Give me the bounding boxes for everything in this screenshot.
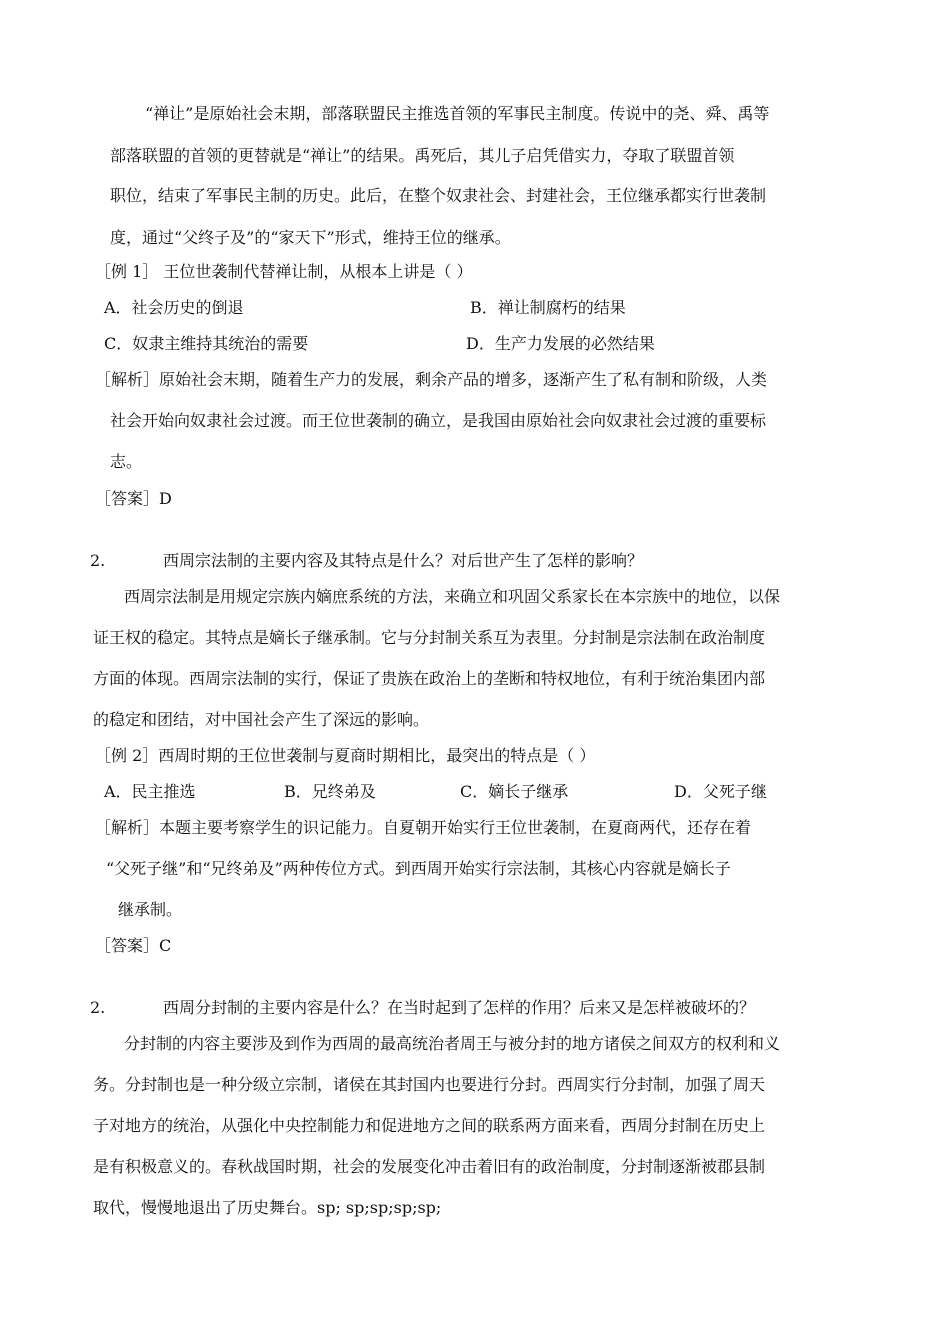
- option-d: D．父死子继: [674, 782, 767, 801]
- question-number: 2.: [90, 998, 106, 1017]
- paragraph-line: 西周宗法制是用规定宗族内嫡庶系统的方法，来确立和巩固父系家长在本宗族中的地位，以保: [124, 587, 781, 606]
- paragraph-line: 职位，结束了军事民主制的历史。此后，在整个奴隶社会、封建社会，王位继承都实行世袭制: [110, 186, 767, 205]
- example-question: ［例 1］ 王位世袭制代替禅让制，从根本上讲是（ ）: [95, 262, 473, 281]
- paragraph-line: 取代，慢慢地退出了历史舞台。sp; sp;sp;sp;sp;: [93, 1198, 442, 1217]
- option-b: B．禅让制腐朽的结果: [470, 298, 626, 317]
- question-heading: 西周宗法制的主要内容及其特点是什么？对后世产生了怎样的影响？: [163, 551, 644, 570]
- option-b: B．兄终弟及: [284, 782, 376, 801]
- paragraph-line: 子对地方的统治，从强化中央控制能力和促进地方之间的联系两方面来看，西周分封制在历史上: [93, 1116, 766, 1135]
- question-number: 2.: [90, 551, 106, 570]
- paragraph-line: 证王权的稳定。其特点是嫡长子继承制。它与分封制关系互为表里。分封制是宗法制在政治制度: [93, 628, 766, 647]
- paragraph-line: 务。分封制也是一种分级立宗制，诸侯在其封国内也要进行分封。西周实行分封制，加强了周天: [93, 1075, 766, 1094]
- question-heading: 西周分封制的主要内容是什么？在当时起到了怎样的作用？后来又是怎样被破坏的？: [163, 998, 756, 1017]
- option-a: A．社会历史的倒退: [104, 298, 244, 317]
- option-c: C．奴隶主维持其统治的需要: [104, 334, 309, 353]
- analysis-line: “父死子继”和“兄终弟及”两种传位方式。到西周开始实行宗法制，其核心内容就是嫡长子: [106, 859, 731, 878]
- paragraph-line: 分封制的内容主要涉及到作为西周的最高统治者周王与被分封的地方诸侯之间双方的权利和义: [124, 1034, 781, 1053]
- answer: ［答案］C: [95, 936, 172, 955]
- analysis-line: 志。: [110, 452, 143, 471]
- option-a: A．民主推选: [104, 782, 196, 801]
- paragraph-line: 方面的体现。西周宗法制的实行，保证了贵族在政治上的垄断和特权地位，有利于统治集团内部: [93, 669, 766, 688]
- paragraph-line: 部落联盟的首领的更替就是“禅让”的结果。禹死后，其儿子启凭借实力，夺取了联盟首领: [110, 146, 735, 165]
- answer: ［答案］D: [95, 489, 172, 508]
- option-c: C．嫡长子继承: [460, 782, 569, 801]
- paragraph-line: 度，通过“父终子及”的“家天下”形式，维持王位的继承。: [110, 228, 511, 247]
- analysis-line: 社会开始向奴隶社会过渡。而王位世袭制的确立，是我国由原始社会向奴隶社会过渡的重要标: [110, 411, 767, 430]
- example-question: ［例 2］西周时期的王位世袭制与夏商时期相比，最突出的特点是（ ）: [95, 746, 596, 765]
- paragraph-line: 的稳定和团结，对中国社会产生了深远的影响。: [93, 710, 430, 729]
- analysis-line: 继承制。: [118, 900, 183, 919]
- option-d: D．生产力发展的必然结果: [466, 334, 655, 353]
- analysis-line: ［解析］原始社会末期，随着生产力的发展，剩余产品的增多，逐渐产生了私有制和阶级，人类: [95, 370, 768, 389]
- paragraph-line: “禅让”是原始社会末期，部落联盟民主推选首领的军事民主制度。传说中的尧、舜、禹等: [145, 104, 770, 123]
- analysis-line: ［解析］本题主要考察学生的识记能力。自夏朝开始实行王位世袭制，在夏商两代，还存在着: [95, 818, 752, 837]
- paragraph-line: 是有积极意义的。春秋战国时期，社会的发展变化冲击着旧有的政治制度，分封制逐渐被郡县制: [93, 1157, 766, 1176]
